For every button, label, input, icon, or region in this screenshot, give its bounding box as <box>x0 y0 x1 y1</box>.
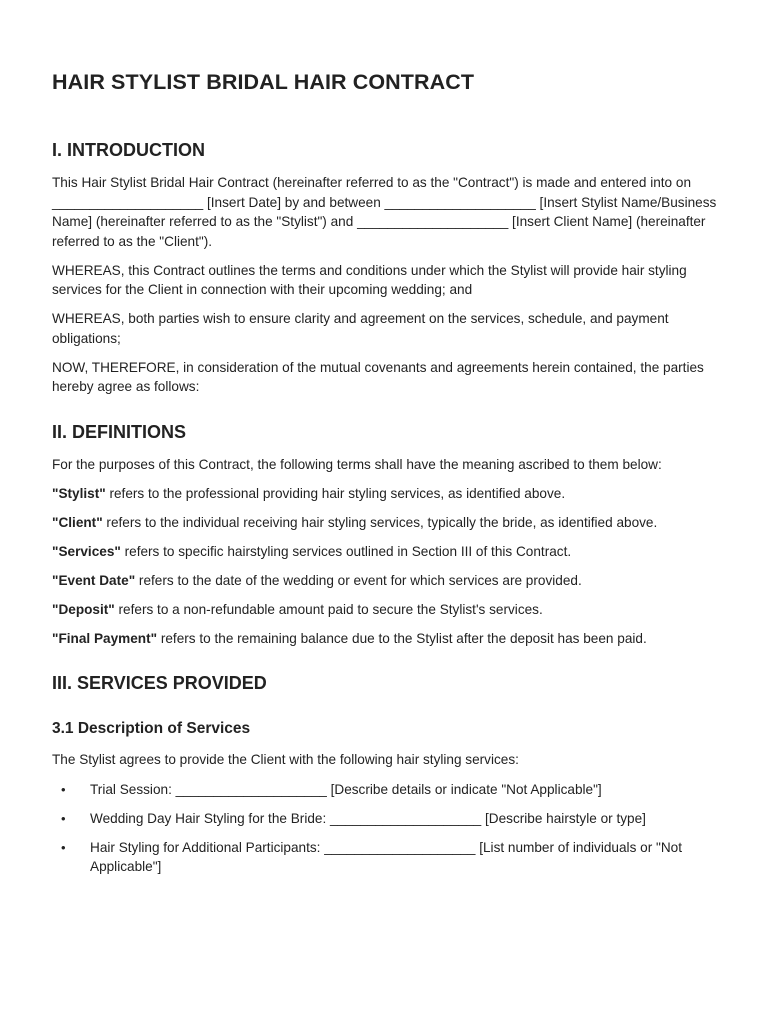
service-trial-session: Trial Session: ____________________ [Describe details or indicate "Not Applicable"] <box>90 781 602 797</box>
services-list <box>52 780 720 877</box>
definition-term: "Deposit" <box>52 601 115 617</box>
definition-client <box>52 513 720 533</box>
definition-term: "Event Date" <box>52 572 136 588</box>
definition-term: "Stylist" <box>52 485 106 501</box>
section-heading-services: III. SERVICES PROVIDED <box>52 673 267 693</box>
section-heading-introduction: I. INTRODUCTION <box>52 140 205 160</box>
whereas-paragraph-2: WHEREAS, both parties wish to ensure clarity and agreement on the services, schedule, and payment obligations; <box>52 311 669 346</box>
definition-services <box>52 542 720 562</box>
definition-event-date <box>52 571 720 591</box>
service-additional-participants: Hair Styling for Additional Participants: ____________________ [List number of individuals or "Not Applicable"] <box>90 839 682 874</box>
bullet-icon: • <box>61 810 66 826</box>
definition-text: refers to the date of the wedding or event for which services are provided. <box>135 572 582 588</box>
subsection-heading-description: 3.1 Description of Services <box>52 720 251 737</box>
list-item <box>52 809 720 829</box>
now-therefore-paragraph: NOW, THEREFORE, in consideration of the mutual covenants and agreements herein contained, the parties hereby agree as follows: <box>52 359 704 394</box>
definition-term: "Client" <box>52 514 103 530</box>
section-heading-definitions: II. DEFINITIONS <box>52 421 187 442</box>
definitions-intro: For the purposes of this Contract, the following terms shall have the meaning ascribed to them below: <box>52 456 662 472</box>
services-intro: The Stylist agrees to provide the Client with the following hair styling services: <box>52 752 519 767</box>
bullet-icon: • <box>61 839 66 855</box>
whereas-paragraph-1: WHEREAS, this Contract outlines the terms and conditions under which the Stylist will provide hair styling services for the Client in connection with their upcoming wedding; and <box>52 262 687 297</box>
contract-page <box>52 70 720 877</box>
definition-term: "Services" <box>52 543 121 559</box>
document-title: HAIR STYLIST BRIDAL HAIR CONTRACT <box>52 70 475 94</box>
bullet-icon: • <box>61 781 66 797</box>
intro-paragraph: This Hair Stylist Bridal Hair Contract (hereinafter referred to as the "Contract") is made and entered into on ____________________ [Insert Date] by and between ____________________ [Insert Stylist Name/Business Name] (hereinafter referred to as the "Stylist") and ____________________ [Insert Client Name] (hereinafter referred to as the "Client"). <box>52 175 717 249</box>
definition-term: "Final Payment" <box>52 630 158 646</box>
definition-text: refers to the individual receiving hair styling services, typically the bride, as identified above. <box>102 514 658 530</box>
definition-stylist <box>52 484 720 504</box>
service-wedding-day: Wedding Day Hair Styling for the Bride: ____________________ [Describe hairstyle or type] <box>90 810 646 826</box>
definition-deposit <box>52 600 720 620</box>
definition-text: refers to a non-refundable amount paid to secure the Stylist's services. <box>114 601 543 617</box>
definition-text: refers to the remaining balance due to the Stylist after the deposit has been paid. <box>157 630 647 646</box>
definition-text: refers to specific hairstyling services outlined in Section III of this Contract. <box>120 543 572 559</box>
list-item <box>52 838 720 877</box>
definition-text: refers to the professional providing hair styling services, as identified above. <box>105 485 566 501</box>
definition-final-payment <box>52 629 720 649</box>
list-item <box>52 780 720 800</box>
